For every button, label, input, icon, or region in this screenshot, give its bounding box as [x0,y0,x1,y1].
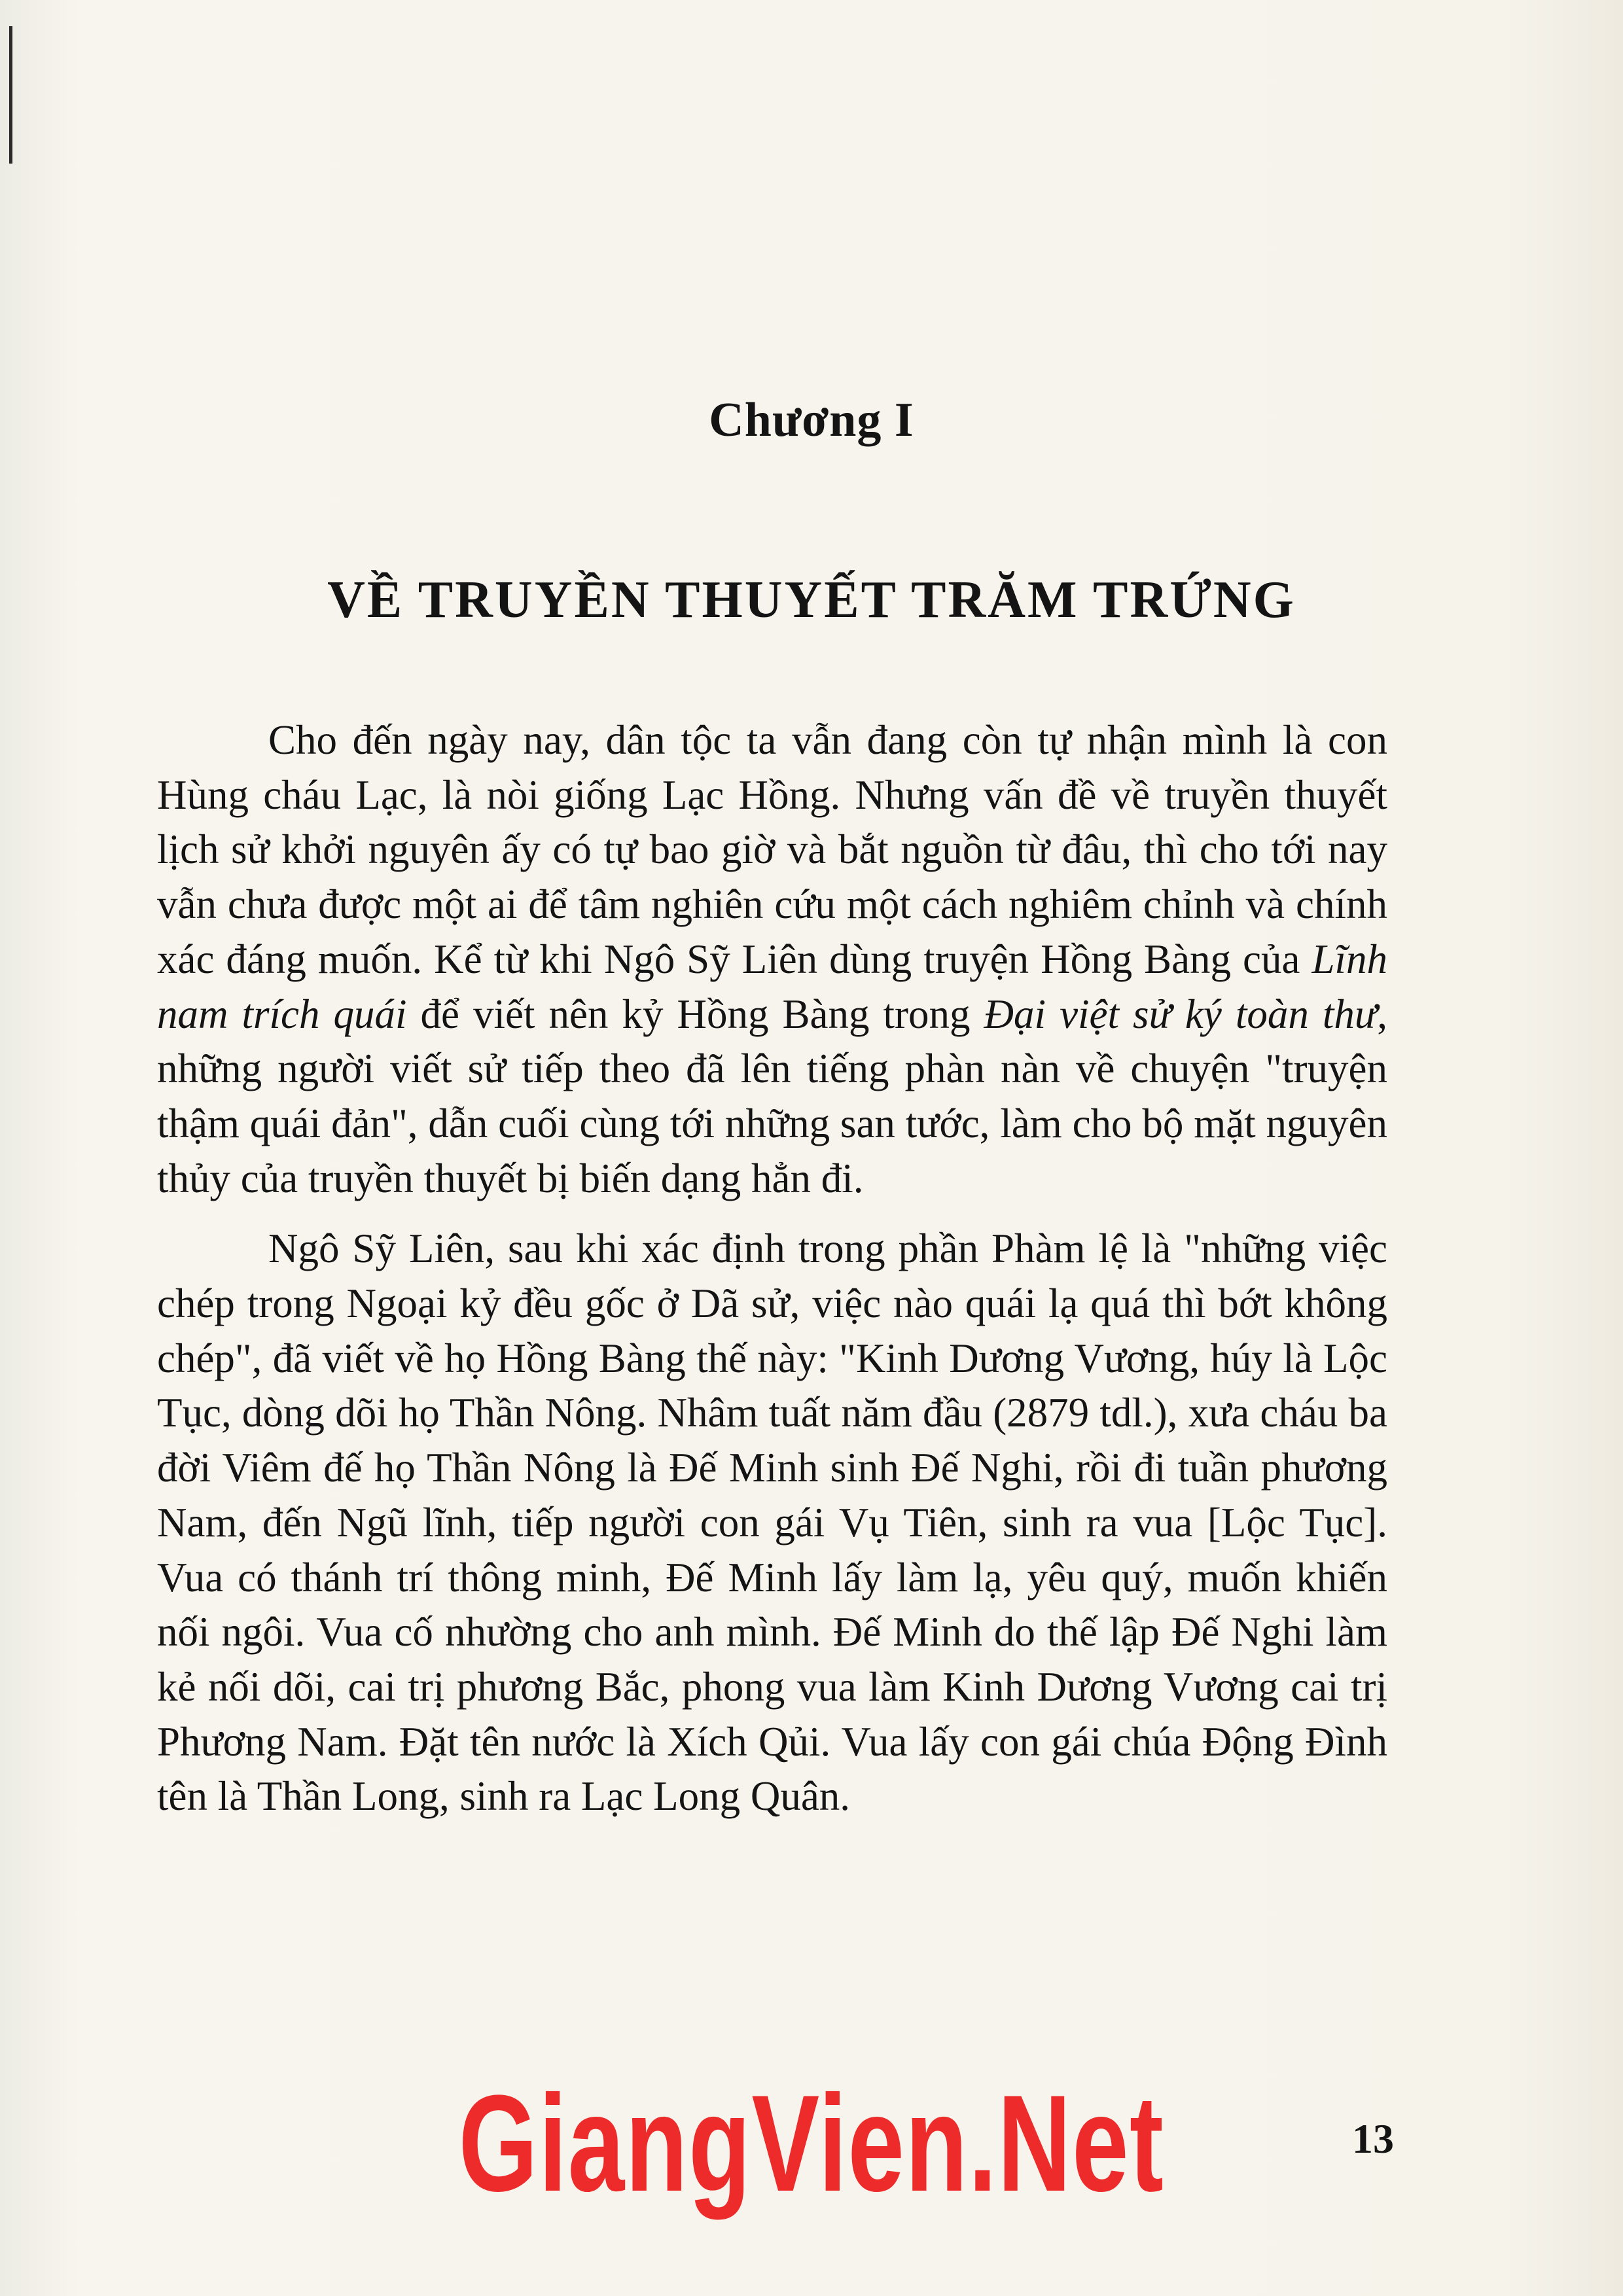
text-run: Cho đến ngày nay, dân tộc ta vẫn đang còn tự nhận mình là con Hùng cháu Lạc, là nòi giống Lạc Hồng. Nhưng vấn đề về truyền thuyết lịch sử khởi nguyên ấy có tự bao giờ và bắt nguồn từ đâu, thì cho tới nay vẫn chưa được một ai để tâm nghiên cứu một cách nghiêm chỉnh và chính xác đáng muốn. Kể từ khi Ngô Sỹ Liên dùng truyện Hồng Bàng của [157,717,1387,982]
chapter-title: VỀ TRUYỀN THUYẾT TRĂM TRỨNG [327,571,1296,629]
watermark-logo: GiangVien.Net [458,2066,1165,2220]
text-run: để viết nên kỷ Hồng Bàng trong [406,991,984,1037]
text-run: , những người viết sử tiếp theo đã lên tiếng phàn nàn về chuyện "truyện thậm quái đản", dẫn cuối cùng tới những san tước, làm cho bộ mặt nguyên thủy của truyền thuyết bị biến dạng hẳn đi. [157,991,1387,1201]
page-number: 13 [1352,2115,1394,2162]
italic-title-run: Đại việt sử ký toàn thư [984,991,1378,1037]
text-run: Ngô Sỹ Liên, sau khi xác định trong phần Phàm lệ là "những việc chép trong Ngoại kỷ đều gốc ở Dã sử, việc nào quái lạ quá thì bớt không chép", đã viết về họ Hồng Bàng thế này: "Kinh Dương Vương, húy là Lộc Tục, dòng dõi họ Thần Nông. Nhâm tuất năm đầu (2879 tdl.), xưa cháu ba đời Viêm đế họ Thần Nông là Đế Minh sinh Đế Nghi, rồi đi tuần phương Nam, đến Ngũ lĩnh, tiếp người con gái Vụ Tiên, sinh ra vua [Lộc Tục]. Vua có thánh trí thông minh, Đế Minh lấy làm lạ, yêu quý, muốn khiến nối ngôi. Vua cố nhường cho anh mình. Đế Minh do thế lập Đế Nghi làm kẻ nối dõi, cai trị phương Bắc, phong vua làm Kinh Dương Vương cai trị Phương Nam. Đặt tên nước là Xích Qủi. Vua lấy con gái chúa Động Đình tên là Thần Long, sinh ra Lạc Long Quân. [157,1226,1387,1820]
italic-title-run: Lĩnh nam trích quái [157,936,1387,1037]
body-text [157,713,1387,1824]
binding-edge-line [9,26,12,164]
chapter-heading: Chương I [709,393,914,447]
paragraph-1 [157,713,1387,1206]
paragraph-2 [157,1222,1387,1824]
